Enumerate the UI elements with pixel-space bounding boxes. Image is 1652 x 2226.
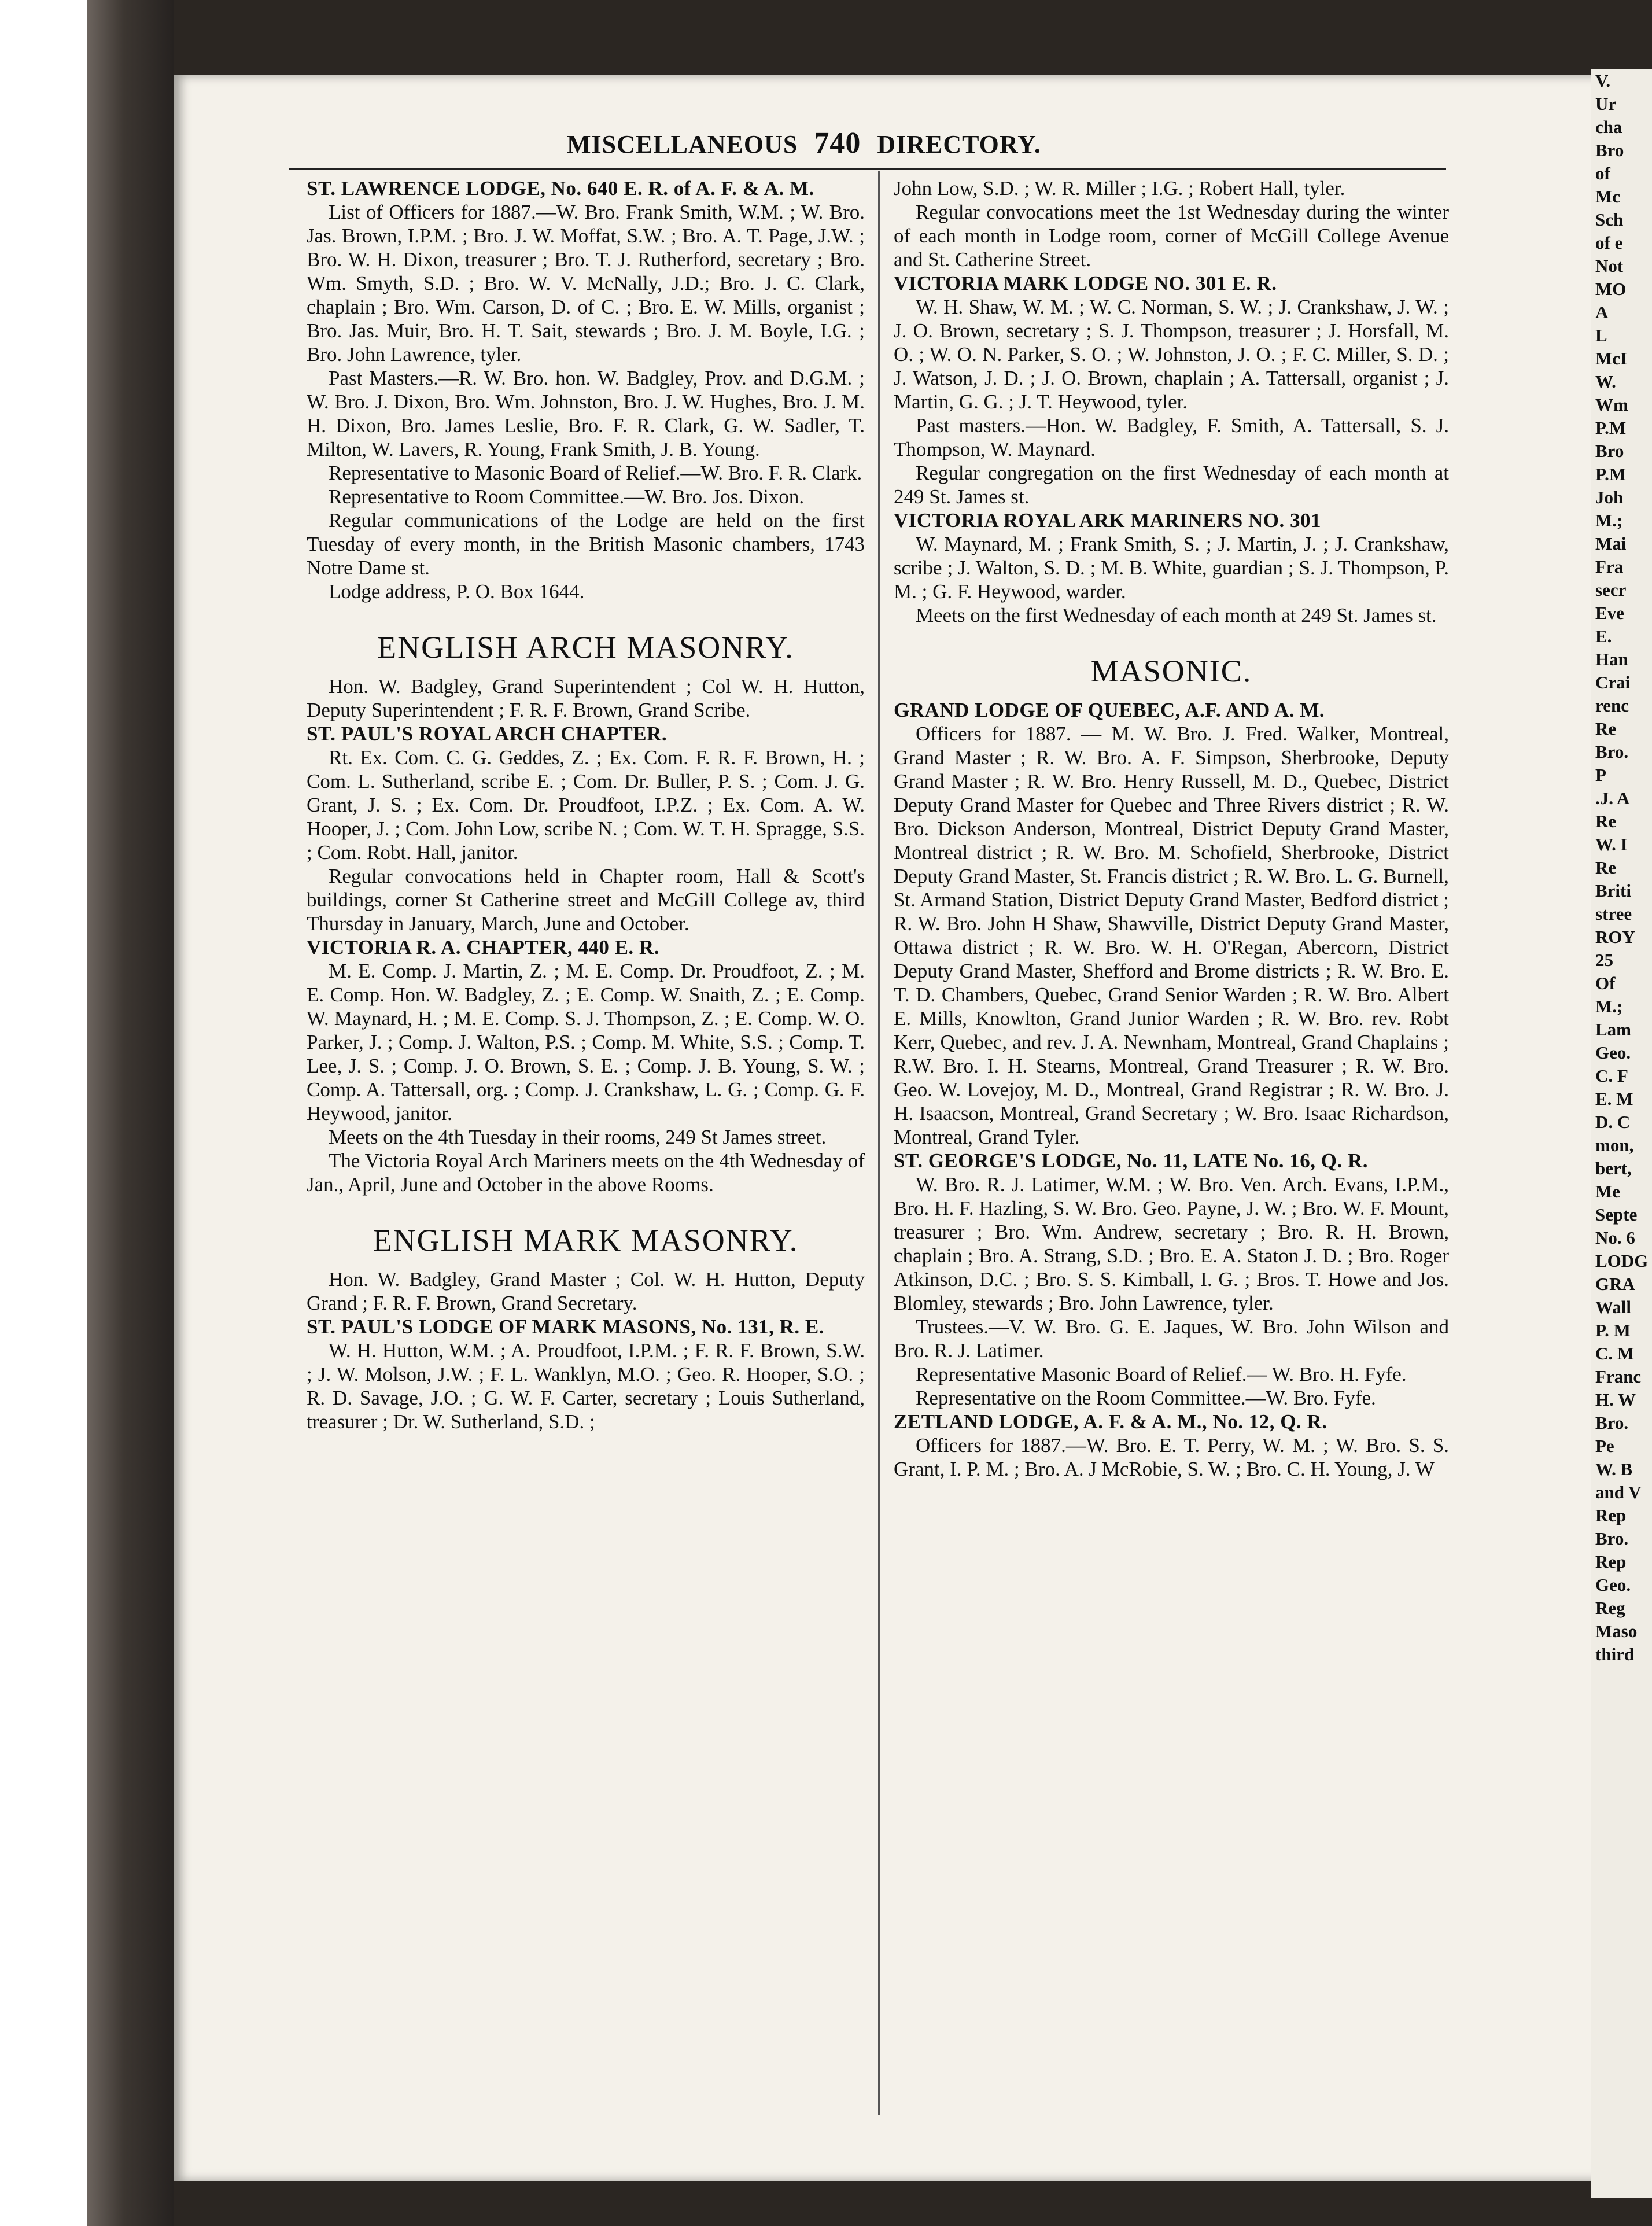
right-column bbox=[894, 176, 1449, 1481]
next-page-fragment: P. M bbox=[1595, 1320, 1631, 1340]
entry-paragraph: Representative to Masonic Board of Relief.—W. Bro. F. R. Clark. bbox=[329, 462, 862, 484]
next-page-fragment: W. B bbox=[1595, 1459, 1633, 1479]
entry-heading: ST. GEORGE'S LODGE, No. 11, LATE No. 16, Q. R. bbox=[894, 1149, 1369, 1172]
next-page-fragment: Bro. bbox=[1595, 1413, 1629, 1433]
entry-paragraph: Trustees.—V. W. Bro. G. E. Jaques, W. Bro. John Wilson and Bro. R. J. Latimer. bbox=[894, 1315, 1449, 1362]
next-page-fragment: LODG bbox=[1595, 1251, 1649, 1271]
next-page-fragment: and V bbox=[1595, 1482, 1642, 1502]
next-page-fragment: 25 bbox=[1595, 950, 1613, 970]
next-page-fragment: W. I bbox=[1595, 834, 1628, 854]
entry-paragraph: John Low, S.D. ; W. R. Miller ; I.G. ; Robert Hall, tyler. bbox=[894, 177, 1345, 200]
next-page-fragment: .J. A bbox=[1595, 788, 1630, 808]
next-page-fragment: third bbox=[1595, 1644, 1635, 1664]
next-page-fragment: No. 6 bbox=[1595, 1228, 1635, 1248]
entry-heading: GRAND LODGE OF QUEBEC, A.F. AND A. M. bbox=[894, 699, 1325, 721]
next-page-fragment: Joh bbox=[1595, 487, 1624, 507]
entry-paragraph: Regular convocations meet the 1st Wednesday during the winter of each month in Lodge room, corner of McGill College Avenue and St. Catherine Street. bbox=[894, 201, 1449, 271]
section-title: ENGLISH ARCH MASONRY. bbox=[377, 630, 794, 665]
next-page-fragment: C. F bbox=[1595, 1066, 1628, 1086]
next-page-fragment: Crai bbox=[1595, 672, 1631, 692]
section-title: MASONIC. bbox=[1090, 654, 1252, 688]
next-page-fragment: renc bbox=[1595, 695, 1629, 716]
entry-paragraph: W. H. Shaw, W. M. ; W. C. Norman, S. W. ; J. Crankshaw, J. W. ; J. O. Brown, secretary ; S. J. Thompson, treasurer ; J. Horsfall, M. O. ; W. O. N. Parker, S. O. ; W. Johnston, J. O. ; F. C. Miller, S. D. ; J. Watson, J. D. ; J. O. Brown, chaplain ; A. Tattersall, organist ; J. Martin, G. G. ; J. T. Heywood, tyler. bbox=[894, 296, 1449, 413]
header-right: DIRECTORY. bbox=[877, 130, 1041, 159]
entry-paragraph: Regular convocations held in Chapter room, Hall & Scott's buildings, corner St Catherine street and McGill College av, third Thursday in January, March, June and October. bbox=[307, 865, 865, 935]
next-page-fragment: E. M bbox=[1595, 1089, 1633, 1109]
next-page-edge bbox=[1591, 69, 1652, 2198]
entry-paragraph: Officers for 1887. — M. W. Bro. J. Fred. Walker, Montreal, Grand Master ; R. W. Bro. A. F. Simpson, Sherbrooke, Deputy Grand Master ; R. W. Bro. Henry Russell, M. D., Quebec, District Deputy Grand Master for Quebec and Three Rivers district ; R. W. Bro. Dickson Anderson, Montreal, District Deputy Grand Master, Montreal district ; R. W. Bro. M. Schofield, Sherbrooke, District Deputy Grand Master, St. Francis district ; R. W. Bro. L. G. Burnell, St. Armand Station, District Deputy Grand Master, Bedford district ; R. W. Bro. John H Shaw, Shawville, District Deputy Grand Master, Ottawa district ; R. W. Bro. W. H. O'Regan, Abercorn, District Deputy Grand Master, Shefford and Brome districts ; R. W. Bro. E. T. D. Chambers, Quebec, Grand Senior Warden ; R. W. Bro. Albert E. Mills, Knowlton, Grand Junior Warden ; R. W. Bro. rev. Robt Kerr, Quebec, and rev. J. A. Newnham, Montreal, Grand Chaplains ; R.W. Bro. I. H. Stearns, Montreal, Grand Treasurer ; R. W. Bro. Geo. W. Lovejoy, M. D., Montreal, Grand Registrar ; R. W. Bro. J. H. Isaacson, Montreal, Grand Secretary ; W. Bro. Isaac Richardson, Montreal, Grand Tyler. bbox=[894, 723, 1449, 1148]
entry-paragraph: Regular communications of the Lodge are held on the first Tuesday of every month, in the British Masonic chambers, 1743 Notre Dame st. bbox=[307, 509, 865, 579]
entry-paragraph: Representative to Room Committee.—W. Bro. Jos. Dixon. bbox=[329, 485, 805, 508]
next-page-fragment: Reg bbox=[1595, 1598, 1625, 1618]
next-page-fragment: A bbox=[1595, 302, 1609, 322]
next-page-fragment: Pe bbox=[1595, 1436, 1614, 1456]
next-page-fragment: M.; bbox=[1595, 996, 1623, 1016]
next-page-fragment: W. bbox=[1595, 371, 1616, 392]
page-number: 740 bbox=[814, 127, 861, 160]
next-page-fragment: Lam bbox=[1595, 1019, 1631, 1040]
next-page-fragment: Wall bbox=[1595, 1297, 1632, 1317]
entry-heading: ZETLAND LODGE, A. F. & A. M., No. 12, Q. R. bbox=[894, 1410, 1328, 1433]
header-rule bbox=[289, 168, 1446, 170]
entry-paragraph: List of Officers for 1887.—W. Bro. Frank Smith, W.M. ; W. Bro. Jas. Brown, I.P.M. ; Bro. J. W. Moffat, S.W. ; Bro. A. T. Page, J.W. ; Bro. W. H. Dixon, treasurer ; Bro. T. J. Rutherford, secretary ; Bro. Wm. Smyth, S.D. ; Bro. W. V. McNally, J.D.; Bro. J. C. Clark, chaplain ; Bro. Wm. Carson, D. of C. ; Bro. E. W. Mills, organist ; Bro. Jas. Muir, Bro. H. T. Sait, stewards ; Bro. J. M. Boyle, I.G. ; Bro. John Lawrence, tyler. bbox=[307, 201, 865, 366]
next-page-fragment: secr bbox=[1595, 580, 1627, 600]
next-page-fragment: McI bbox=[1595, 348, 1628, 368]
entry-paragraph: Representative Masonic Board of Relief.— W. Bro. H. Fyfe. bbox=[916, 1363, 1407, 1385]
entry-paragraph: Meets on the 4th Tuesday in their rooms, 249 St James street. bbox=[329, 1126, 827, 1148]
next-page-fragment: Not bbox=[1595, 256, 1624, 276]
entry-paragraph: The Victoria Royal Arch Mariners meets on the 4th Wednesday of Jan., April, June and October in the above Rooms. bbox=[307, 1149, 865, 1196]
next-page-fragment: of bbox=[1595, 163, 1610, 183]
next-page-fragment: mon, bbox=[1595, 1135, 1634, 1155]
book-spine-edge bbox=[0, 0, 174, 2226]
next-page-fragment: Re bbox=[1595, 718, 1617, 739]
next-page-fragment: Han bbox=[1595, 649, 1628, 669]
entry-paragraph: Rt. Ex. Com. C. G. Geddes, Z. ; Ex. Com. F. R. F. Brown, H. ; Com. L. Sutherland, scribe E. ; Com. Dr. Buller, P. S. ; Com. J. G. Grant, J. S. ; Ex. Com. Dr. Proudfoot, I.P.Z. ; Ex. Com. A. W. Hooper, J. ; Com. John Low, scribe N. ; Com. W. T. H. Spragge, S.S. ; Com. Robt. Hall, janitor. bbox=[307, 746, 865, 864]
entry-heading: VICTORIA ROYAL ARK MARINERS NO. 301 bbox=[894, 509, 1322, 532]
next-page-fragment: P bbox=[1595, 765, 1606, 785]
next-page-fragment: P.M bbox=[1595, 418, 1627, 438]
next-page-fragment: of e bbox=[1595, 233, 1623, 253]
entry-heading: ST. PAUL'S ROYAL ARCH CHAPTER. bbox=[307, 723, 668, 745]
next-page-fragment: bert, bbox=[1595, 1158, 1632, 1178]
entry-paragraph: W. Maynard, M. ; Frank Smith, S. ; J. Martin, J. ; J. Crankshaw, scribe ; J. Walton, S. D. ; M. B. White, guardian ; S. J. Thompson, P. M. ; G. F. Heywood, warder. bbox=[894, 533, 1449, 603]
next-page-fragment: Septe bbox=[1595, 1204, 1638, 1225]
next-page-fragment: Geo. bbox=[1595, 1575, 1631, 1595]
entry-heading: VICTORIA MARK LODGE NO. 301 E. R. bbox=[894, 272, 1277, 294]
next-page-fragment: Maso bbox=[1595, 1621, 1638, 1641]
next-page-fragment: L bbox=[1595, 325, 1607, 345]
next-page-fragment: ROY bbox=[1595, 927, 1635, 947]
next-page-fragment: Ur bbox=[1595, 94, 1617, 114]
next-page-fragment: Eve bbox=[1595, 603, 1624, 623]
header-left: MISCELLANEOUS bbox=[567, 130, 798, 159]
next-page-fragment: E. bbox=[1595, 626, 1612, 646]
entry-heading: VICTORIA R. A. CHAPTER, 440 E. R. bbox=[307, 936, 659, 959]
next-page-fragment: Franc bbox=[1595, 1366, 1642, 1387]
next-page-fragment: Briti bbox=[1595, 880, 1631, 901]
next-page-fragment: Geo. bbox=[1595, 1042, 1631, 1063]
entry-paragraph: Past masters.—Hon. W. Badgley, F. Smith, A. Tattersall, S. J. Thompson, W. Maynard. bbox=[894, 414, 1449, 460]
section-title: ENGLISH MARK MASONRY. bbox=[373, 1223, 799, 1258]
page-header bbox=[567, 126, 1041, 160]
next-page-fragment: Mc bbox=[1595, 186, 1621, 207]
entry-paragraph: Officers for 1887.—W. Bro. E. T. Perry, W. M. ; W. Bro. S. S. Grant, I. P. M. ; Bro. A. J McRobie, S. W. ; Bro. C. H. Young, J. W bbox=[894, 1434, 1449, 1480]
next-page-fragment: Re bbox=[1595, 811, 1617, 831]
next-page-fragment: stree bbox=[1595, 904, 1632, 924]
next-page-fragment: Wm bbox=[1595, 395, 1628, 415]
entry-paragraph: Hon. W. Badgley, Grand Superintendent ; Col W. H. Hutton, Deputy Superintendent ; F. R. F. Brown, Grand Scribe. bbox=[307, 675, 865, 721]
next-page-fragment: Of bbox=[1595, 973, 1616, 993]
next-page-fragment: H. W bbox=[1595, 1390, 1636, 1410]
entry-paragraph: Hon. W. Badgley, Grand Master ; Col. W. H. Hutton, Deputy Grand ; F. R. F. Brown, Grand Secretary. bbox=[307, 1268, 865, 1314]
next-page-fragment: Me bbox=[1595, 1181, 1621, 1202]
entry-paragraph: Lodge address, P. O. Box 1644. bbox=[329, 580, 585, 603]
next-page-fragment: Sch bbox=[1595, 209, 1624, 230]
next-page-fragment: C. M bbox=[1595, 1343, 1635, 1363]
entry-paragraph: W. Bro. R. J. Latimer, W.M. ; W. Bro. Ven. Arch. Evans, I.P.M., Bro. H. F. Hazling, S. W. Bro. Geo. Payne, J. W. ; Bro. W. F. Mount, treasurer ; Bro. Wm. Andrew, secretary ; Bro. R. H. Brown, chaplain ; Bro. A. Strang, S.D. ; Bro. E. A. Staton J. D. ; Bro. Roger Atkinson, D.C. ; Bro. S. S. Kimball, I. G. ; Bros. T. Howe and Jos. Blomley, stewards ; Bro. John Lawrence, tyler. bbox=[894, 1173, 1449, 1314]
entry-paragraph: Meets on the first Wednesday of each month at 249 St. James st. bbox=[916, 604, 1437, 626]
entry-paragraph: Past Masters.—R. W. Bro. hon. W. Badgley, Prov. and D.G.M. ; W. Bro. J. Dixon, Bro. Wm. Johnston, Bro. J. W. Hughes, Bro. J. M. H. Dixon, Bro. James Leslie, Bro. F. R. Clark, G. W. Sadler, T. Milton, W. Lavers, R. Young, Frank Smith, J. B. Young. bbox=[307, 367, 865, 460]
entry-paragraph: Regular congregation on the first Wednesday of each month at 249 St. James st. bbox=[894, 462, 1449, 508]
entry-paragraph: W. H. Hutton, W.M. ; A. Proudfoot, I.P.M. ; F. R. F. Brown, S.W. ; J. W. Molson, J.W. ; F. L. Wanklyn, M.O. ; Geo. R. Hooper, S.O. ; R. D. Savage, J.O. ; G. W. F. Carter, secretary ; Louis Sutherland, treasurer ; Dr. W. Sutherland, S.D. ; bbox=[307, 1339, 865, 1433]
next-page-fragment: cha bbox=[1595, 117, 1623, 137]
next-page-fragment: GRA bbox=[1595, 1274, 1635, 1294]
next-page-fragment: P.M bbox=[1595, 464, 1627, 484]
next-page-fragment: M.; bbox=[1595, 510, 1623, 530]
next-page-fragment: Re bbox=[1595, 857, 1617, 878]
next-page-fragment: Mai bbox=[1595, 533, 1627, 554]
entry-heading: ST. LAWRENCE LODGE, No. 640 E. R. of A. F. & A. M. bbox=[307, 177, 814, 200]
entry-paragraph: Representative on the Room Committee.—W. Bro. Fyfe. bbox=[916, 1387, 1376, 1409]
next-page-fragment: Bro. bbox=[1595, 1528, 1629, 1549]
next-page-fragment: Fra bbox=[1595, 556, 1624, 577]
next-page-fragment: D. C bbox=[1595, 1112, 1631, 1132]
entry-paragraph: M. E. Comp. J. Martin, Z. ; M. E. Comp. Dr. Proudfoot, Z. ; M. E. Comp. Hon. W. Badgley, Z. ; E. Comp. W. Snaith, Z. ; E. Comp. W. Maynard, H. ; M. E. Comp. S. J. Thompson, Z. ; E. Comp. W. O. Parker, J. ; Comp. J. Walton, P.S. ; Comp. M. White, S.S. ; Comp. T. Lee, J. S. ; Comp. J. O. Brown, S. E. ; Comp. J. B. Young, S. W. ; Comp. A. Tattersall, org. ; Comp. J. Crankshaw, L. G. ; Comp. G. F. Heywood, janitor. bbox=[307, 960, 865, 1125]
entry-heading: ST. PAUL'S LODGE OF MARK MASONS, No. 131, R. E. bbox=[307, 1315, 824, 1338]
next-page-fragment: Rep bbox=[1595, 1551, 1627, 1572]
next-page-fragment: Bro bbox=[1595, 140, 1624, 160]
next-page-fragment: MO bbox=[1595, 279, 1627, 299]
column-divider bbox=[878, 171, 880, 2115]
next-page-fragment: Bro bbox=[1595, 441, 1624, 461]
next-page-fragment: Bro. bbox=[1595, 742, 1629, 762]
next-page-fragment: V. bbox=[1595, 71, 1611, 91]
left-column bbox=[307, 176, 865, 1433]
next-page-fragment: Rep bbox=[1595, 1505, 1627, 1525]
